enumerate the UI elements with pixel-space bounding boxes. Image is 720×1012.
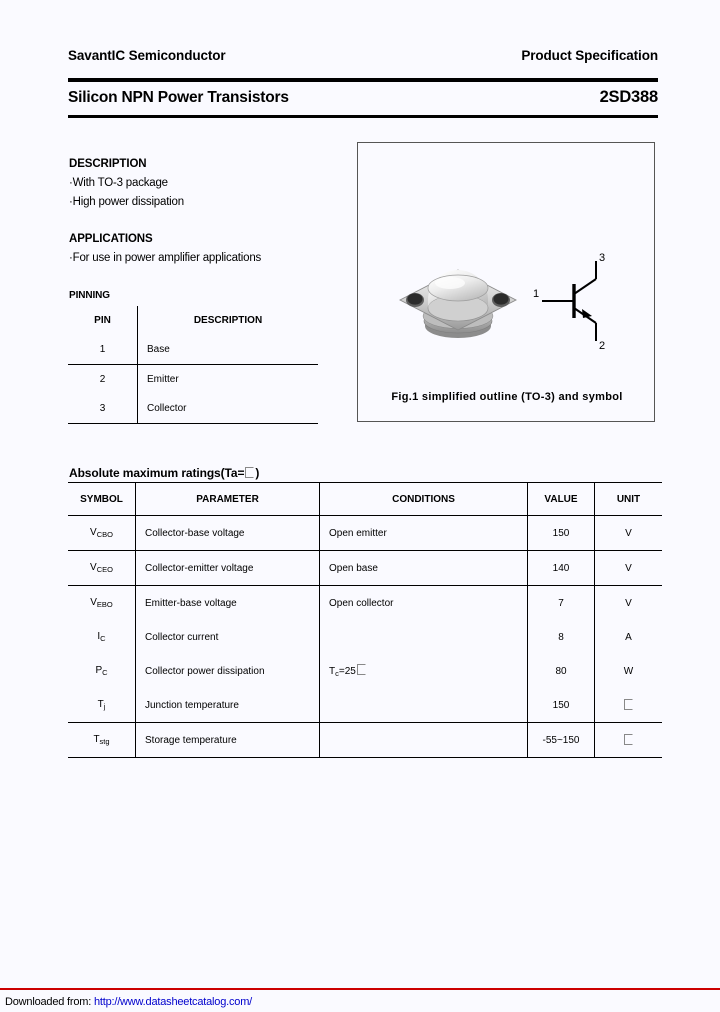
symbol-label-base: 1 [532,288,540,300]
table-row [68,394,318,424]
table-row [68,654,662,688]
pinning-col-description: DESCRIPTION [193,315,263,326]
ratings-col-symbol: SYMBOL [68,483,136,516]
table-row [68,335,318,365]
rating-parameter: Emitter-base voltage [136,586,320,621]
ratings-col-parameter: PARAMETER [136,483,320,516]
rating-symbol: $P_C$ [68,654,136,688]
absolute-maximum-ratings-table [68,482,662,758]
description-heading: DESCRIPTION [69,158,147,170]
pinning-heading: PINNING [69,290,110,301]
rating-symbol: $V_{EBO}$ [68,586,136,621]
rating-value: 150 [528,516,595,551]
rating-unit: W [595,654,663,688]
degree-celsius-missing-glyph [624,699,633,710]
degree-celsius-missing-glyph [624,734,633,745]
footer-label: Downloaded from: [5,996,94,1008]
to3-package-illustration [388,248,528,358]
title-row [68,88,658,107]
pin-description: Base [138,335,319,365]
rating-unit: V [595,586,663,621]
table-row [68,723,662,758]
pinning-header-row [68,306,318,335]
ratings-heading-suffix: ) [255,466,260,480]
rating-value: 140 [528,551,595,586]
rating-unit: A [595,620,663,654]
rating-conditions: $T_c=25$ [320,654,528,688]
table-row [68,688,662,723]
rating-unit: V [595,551,663,586]
ratings-heading-prefix: Absolute maximum ratings(Ta= [69,466,245,480]
degree-celsius-missing-glyph [357,664,366,675]
ratings-col-unit: UNIT [595,483,663,516]
pin-description: Emitter [147,374,179,385]
rating-conditions: Open base [320,551,528,586]
table-row [68,620,662,654]
degree-celsius-missing-glyph [245,467,254,478]
rating-value: 150 [528,688,595,723]
rating-symbol: $T_j$ [68,688,136,723]
pinning-col-pin: PIN [68,306,138,335]
rating-value: 8 [528,620,595,654]
figure-caption: Fig.1 simplified outline (TO-3) and symbol [391,391,623,403]
table-row [68,365,318,395]
table-row [68,516,662,551]
page-title: Silicon NPN Power Transistors [68,89,289,106]
part-number: 2SD388 [599,88,658,106]
rating-unit: V [595,516,663,551]
rating-parameter: Collector power dissipation [136,654,320,688]
ratings-header-row [68,483,662,516]
rating-unit [595,688,663,723]
rating-conditions [320,688,528,723]
pin-number: 3 [68,394,138,424]
ratings-heading [69,466,259,480]
rating-conditions: Open emitter [320,516,528,551]
rating-value: -55~150 [528,723,595,758]
rating-parameter: Collector-base voltage [136,516,320,551]
ratings-col-value: VALUE [528,483,595,516]
header-rule-top [68,78,658,82]
table-row [68,551,662,586]
symbol-label-collector: 3 [598,252,606,264]
applications-heading: APPLICATIONS [69,233,153,245]
rating-parameter: Collector current [136,620,320,654]
page-header [68,48,658,63]
rating-symbol: $I_C$ [68,620,136,654]
footer-separator-rule [0,988,720,990]
footer [5,996,252,1008]
rating-symbol: $T_{stg}$ [68,723,136,758]
pin-number: 1 [68,335,138,365]
rating-conditions: Open collector [320,586,528,621]
rating-conditions [320,620,528,654]
rating-symbol: $V_{CBO}$ [68,516,136,551]
document-type: Product Specification [521,48,658,63]
table-row [68,586,662,621]
pinning-table [68,306,318,424]
ratings-col-conditions: CONDITIONS [320,483,528,516]
rating-value: 80 [528,654,595,688]
rating-unit [595,723,663,758]
symbol-label-emitter: 2 [598,340,606,351]
rating-parameter: Junction temperature [136,688,320,723]
applications-line-1: ·For use in power amplifier applications [69,252,262,264]
description-line-2: ·High power dissipation [69,196,184,208]
pin-number: 2 [68,365,138,395]
rating-symbol: $V_{CEO}$ [68,551,136,586]
description-line-1: ·With TO-3 package [69,177,168,189]
rating-parameter: Storage temperature [136,723,320,758]
header-rule-bottom [68,115,658,118]
rating-value: 7 [528,586,595,621]
pin-description: Collector [138,394,319,424]
rating-conditions [320,723,528,758]
npn-transistor-symbol [530,251,630,351]
rating-parameter: Collector-emitter voltage [136,551,320,586]
footer-url-link[interactable]: http://www.datasheetcatalog.com/ [93,996,253,1008]
figure-panel [357,142,655,422]
company-name: SavantIC Semiconductor [68,48,226,63]
